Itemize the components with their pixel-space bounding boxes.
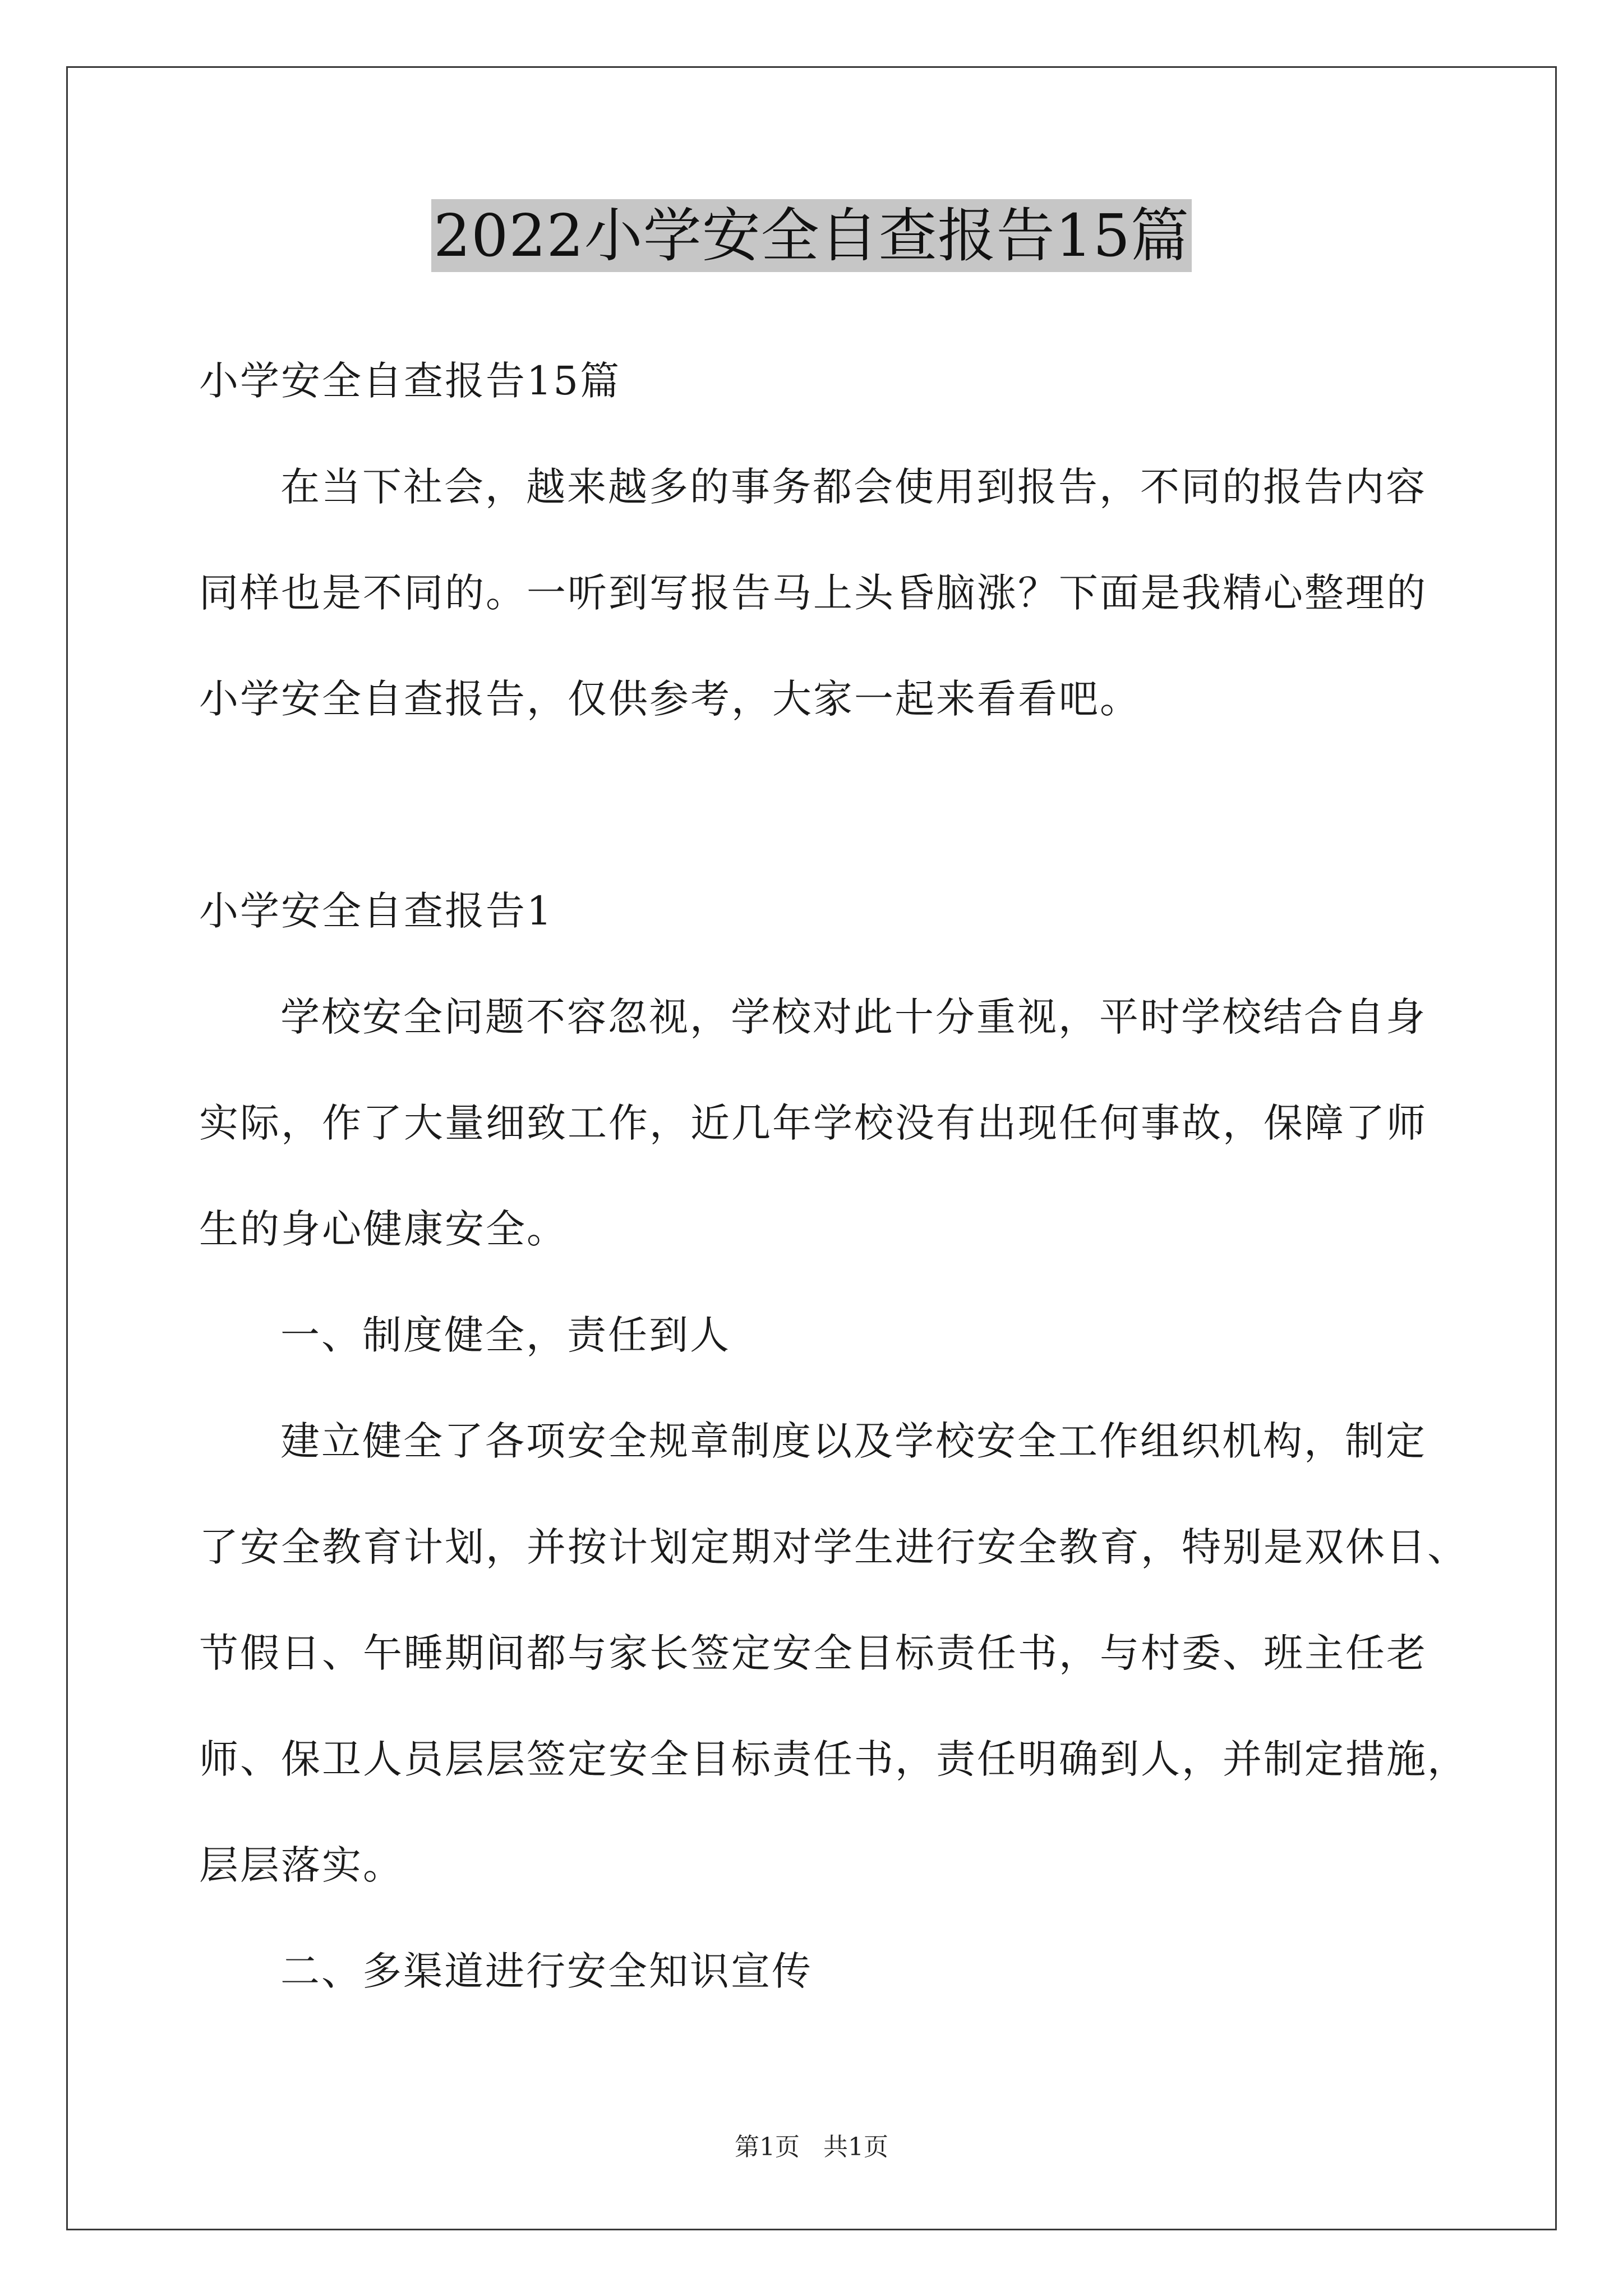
para1-line-2: 实际，作了大量细致工作，近几年学校没有出现任何事故，保障了师 — [199, 1100, 1427, 1146]
para2-line-5: 层层落实。 — [199, 1842, 404, 1888]
para1-line-3: 生的身心健康安全。 — [199, 1206, 568, 1252]
heading-2: 二、多渠道进行安全知识宣传 — [280, 1948, 813, 1994]
para2-line-3: 节假日、午睡期间都与家长签定安全目标责任书，与村委、班主任老 — [199, 1630, 1427, 1676]
heading-1: 一、制度健全，责任到人 — [280, 1312, 731, 1358]
intro-line-3: 小学安全自查报告，仅供参考，大家一起来看看吧。 — [199, 676, 1141, 722]
document-title: 2022小学安全自查报告15篇 — [431, 199, 1192, 272]
title-container — [0, 199, 1623, 272]
para2-line-4: 师、保卫人员层层签定安全目标责任书，责任明确到人，并制定措施， — [199, 1736, 1468, 1782]
page-footer — [0, 2132, 1623, 2163]
page-total: 共1页 — [823, 2133, 888, 2161]
intro-line-1: 在当下社会，越来越多的事务都会使用到报告，不同的报告内容 — [280, 464, 1427, 510]
para1-line-1: 学校安全问题不容忽视，学校对此十分重视，平时学校结合自身 — [280, 994, 1427, 1040]
section-title: 小学安全自查报告1 — [199, 888, 554, 934]
intro-line-2: 同样也是不同的。一听到写报告马上头昏脑涨？下面是我精心整理的 — [199, 570, 1427, 616]
para2-line-2: 了安全教育计划，并按计划定期对学生进行安全教育，特别是双休日、 — [199, 1524, 1468, 1570]
para2-line-1: 建立健全了各项安全规章制度以及学校安全工作组织机构，制定 — [280, 1418, 1427, 1464]
page-number: 第1页 — [735, 2133, 800, 2161]
document-subtitle: 小学安全自查报告15篇 — [199, 358, 621, 404]
